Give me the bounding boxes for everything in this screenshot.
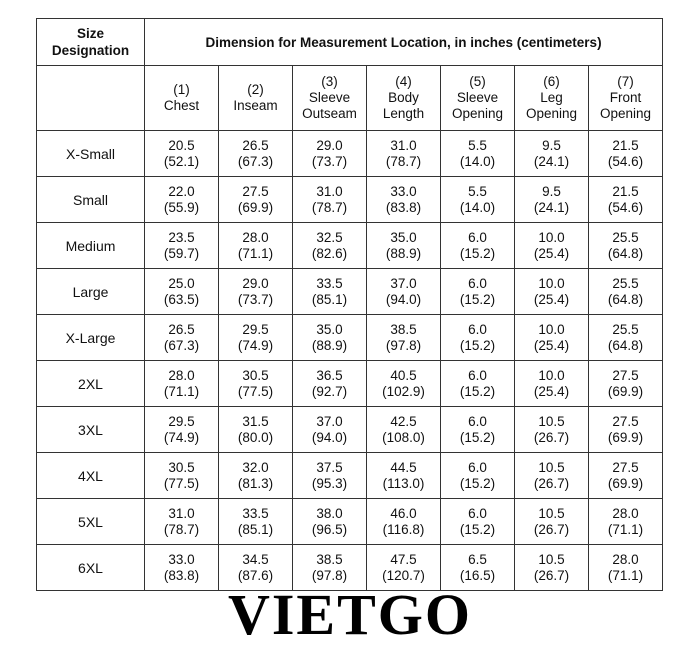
centimeters-value: (69.9)	[607, 429, 644, 445]
measurement-cell	[219, 499, 293, 545]
inches-value: 42.5	[390, 413, 417, 429]
inches-value: 6.0	[468, 459, 487, 475]
measurement-cell	[219, 223, 293, 269]
inches-value: 32.5	[316, 229, 343, 245]
measurement-cell	[515, 269, 589, 315]
inches-value: 28.0	[612, 551, 639, 567]
measurement-cell	[293, 499, 367, 545]
centimeters-value: (25.4)	[533, 383, 570, 399]
size-designation-cell: Large	[37, 269, 145, 315]
inches-value: 47.5	[390, 551, 417, 567]
inches-value: 32.0	[242, 459, 269, 475]
inches-value: 33.0	[390, 183, 417, 199]
size-designation-cell: Small	[37, 177, 145, 223]
measurement-cell	[145, 269, 219, 315]
centimeters-value: (26.7)	[533, 429, 570, 445]
measurement-cell	[145, 407, 219, 453]
centimeters-value: (15.2)	[459, 521, 496, 537]
centimeters-value: (15.2)	[459, 245, 496, 261]
measurement-cell	[367, 499, 441, 545]
measurement-cell	[293, 269, 367, 315]
centimeters-value: (15.2)	[459, 291, 496, 307]
inches-value: 28.0	[612, 505, 639, 521]
centimeters-value: (83.8)	[385, 199, 422, 215]
centimeters-value: (108.0)	[382, 429, 425, 445]
measurement-cell	[219, 407, 293, 453]
centimeters-value: (59.7)	[163, 245, 200, 261]
measurement-cell	[515, 453, 589, 499]
measurement-cell	[293, 407, 367, 453]
dimension-title-header: Dimension for Measurement Location, in inches (centimeters)	[145, 19, 663, 66]
centimeters-value: (69.9)	[607, 383, 644, 399]
table-row	[37, 499, 663, 545]
centimeters-value: (14.0)	[459, 199, 496, 215]
inches-value: 35.0	[316, 321, 343, 337]
centimeters-value: (52.1)	[163, 153, 200, 169]
measurement-cell	[515, 315, 589, 361]
centimeters-value: (69.9)	[237, 199, 274, 215]
inches-value: 35.0	[390, 229, 417, 245]
size-designation-cell: X-Small	[37, 131, 145, 177]
centimeters-value: (96.5)	[311, 521, 348, 537]
centimeters-value: (24.1)	[533, 199, 570, 215]
measurement-cell	[293, 361, 367, 407]
inches-value: 30.5	[242, 367, 269, 383]
size-designation-cell: Medium	[37, 223, 145, 269]
centimeters-value: (78.7)	[163, 521, 200, 537]
inches-value: 38.0	[316, 505, 343, 521]
column-name: Body Length	[382, 90, 425, 121]
measurement-cell	[441, 361, 515, 407]
table-row	[37, 407, 663, 453]
centimeters-value: (80.0)	[237, 429, 274, 445]
centimeters-value: (16.5)	[459, 567, 496, 583]
inches-value: 27.5	[612, 459, 639, 475]
centimeters-value: (88.9)	[311, 337, 348, 353]
measurement-cell	[515, 361, 589, 407]
measurement-cell	[589, 453, 663, 499]
centimeters-value: (64.8)	[607, 337, 644, 353]
centimeters-value: (97.8)	[311, 567, 348, 583]
measurement-cell	[219, 315, 293, 361]
measurement-cell	[515, 131, 589, 177]
column-name: Sleeve Outseam	[302, 90, 357, 121]
measurement-cell	[219, 269, 293, 315]
inches-value: 6.0	[468, 505, 487, 521]
measurement-cell	[367, 453, 441, 499]
centimeters-value: (24.1)	[533, 153, 570, 169]
column-number: (3)	[321, 74, 338, 89]
column-number: (1)	[173, 82, 190, 97]
inches-value: 10.0	[538, 367, 565, 383]
size-designation-header: Size Designation	[37, 19, 145, 66]
column-header	[293, 66, 367, 131]
centimeters-value: (71.1)	[163, 383, 200, 399]
inches-value: 10.0	[538, 229, 565, 245]
inches-value: 10.5	[538, 505, 565, 521]
table-row	[37, 361, 663, 407]
measurement-cell	[219, 131, 293, 177]
inches-value: 27.5	[612, 413, 639, 429]
centimeters-value: (67.3)	[237, 153, 274, 169]
centimeters-value: (92.7)	[311, 383, 348, 399]
size-designation-cell: 3XL	[37, 407, 145, 453]
centimeters-value: (15.2)	[459, 383, 496, 399]
measurement-cell	[589, 223, 663, 269]
centimeters-value: (64.8)	[607, 245, 644, 261]
measurement-cell	[293, 131, 367, 177]
column-name: Leg Opening	[525, 90, 578, 121]
measurement-cell	[441, 499, 515, 545]
centimeters-value: (15.2)	[459, 475, 496, 491]
centimeters-value: (14.0)	[459, 153, 496, 169]
column-header	[441, 66, 515, 131]
inches-value: 30.5	[168, 459, 195, 475]
centimeters-value: (74.9)	[237, 337, 274, 353]
inches-value: 33.5	[316, 275, 343, 291]
measurement-cell	[515, 499, 589, 545]
centimeters-value: (73.7)	[311, 153, 348, 169]
centimeters-value: (97.8)	[385, 337, 422, 353]
measurement-cell	[145, 361, 219, 407]
centimeters-value: (54.6)	[607, 199, 644, 215]
inches-value: 6.0	[468, 321, 487, 337]
centimeters-value: (88.9)	[385, 245, 422, 261]
inches-value: 21.5	[612, 137, 639, 153]
measurement-cell	[293, 223, 367, 269]
centimeters-value: (102.9)	[382, 383, 425, 399]
inches-value: 38.5	[390, 321, 417, 337]
centimeters-value: (25.4)	[533, 291, 570, 307]
centimeters-value: (85.1)	[311, 291, 348, 307]
measurement-cell	[589, 499, 663, 545]
empty-header-cell	[37, 66, 145, 131]
column-header	[515, 66, 589, 131]
centimeters-value: (113.0)	[382, 475, 425, 491]
centimeters-value: (15.2)	[459, 337, 496, 353]
inches-value: 40.5	[390, 367, 417, 383]
inches-value: 10.0	[538, 321, 565, 337]
centimeters-value: (15.2)	[459, 429, 496, 445]
inches-value: 28.0	[242, 229, 269, 245]
measurement-cell	[441, 407, 515, 453]
inches-value: 27.5	[242, 183, 269, 199]
measurement-cell	[219, 177, 293, 223]
column-number: (5)	[469, 74, 486, 89]
measurement-cell	[293, 453, 367, 499]
column-header	[589, 66, 663, 131]
centimeters-value: (77.5)	[163, 475, 200, 491]
column-name: Inseam	[233, 98, 278, 113]
inches-value: 10.5	[538, 413, 565, 429]
centimeters-value: (81.3)	[237, 475, 274, 491]
size-designation-cell: 2XL	[37, 361, 145, 407]
inches-value: 25.5	[612, 229, 639, 245]
measurement-cell	[441, 131, 515, 177]
inches-value: 6.5	[468, 551, 487, 567]
centimeters-value: (116.8)	[382, 521, 425, 537]
measurement-cell	[515, 177, 589, 223]
measurement-cell	[145, 453, 219, 499]
table-row	[37, 177, 663, 223]
measurement-cell	[367, 131, 441, 177]
inches-value: 38.5	[316, 551, 343, 567]
measurement-cell	[145, 131, 219, 177]
inches-value: 29.0	[316, 137, 343, 153]
measurement-cell	[367, 223, 441, 269]
inches-value: 21.5	[612, 183, 639, 199]
measurement-cell	[441, 177, 515, 223]
centimeters-value: (83.8)	[163, 567, 200, 583]
inches-value: 44.5	[390, 459, 417, 475]
inches-value: 29.5	[168, 413, 195, 429]
size-designation-cell: X-Large	[37, 315, 145, 361]
measurement-cell	[589, 361, 663, 407]
measurement-cell	[145, 223, 219, 269]
inches-value: 22.0	[168, 183, 195, 199]
inches-value: 6.0	[468, 275, 487, 291]
inches-value: 10.0	[538, 275, 565, 291]
inches-value: 10.5	[538, 459, 565, 475]
inches-value: 5.5	[468, 183, 487, 199]
centimeters-value: (26.7)	[533, 475, 570, 491]
size-chart-table	[36, 18, 663, 591]
vietgo-logo: VIETGO	[227, 582, 473, 647]
measurement-cell	[145, 499, 219, 545]
centimeters-value: (54.6)	[607, 153, 644, 169]
measurement-cell	[441, 315, 515, 361]
centimeters-value: (120.7)	[382, 567, 425, 583]
centimeters-value: (63.5)	[163, 291, 200, 307]
table-row	[37, 269, 663, 315]
table-header-row	[37, 19, 663, 66]
column-header-row	[37, 66, 663, 131]
centimeters-value: (85.1)	[237, 521, 274, 537]
table-row	[37, 223, 663, 269]
inches-value: 9.5	[542, 183, 561, 199]
inches-value: 37.0	[390, 275, 417, 291]
measurement-cell	[589, 407, 663, 453]
measurement-cell	[589, 177, 663, 223]
inches-value: 36.5	[316, 367, 343, 383]
inches-value: 25.5	[612, 321, 639, 337]
inches-value: 6.0	[468, 229, 487, 245]
column-header	[219, 66, 293, 131]
measurement-cell	[219, 361, 293, 407]
centimeters-value: (74.9)	[163, 429, 200, 445]
size-designation-cell: 5XL	[37, 499, 145, 545]
inches-value: 25.0	[168, 275, 195, 291]
column-number: (6)	[543, 74, 560, 89]
centimeters-value: (69.9)	[607, 475, 644, 491]
measurement-cell	[367, 407, 441, 453]
column-number: (7)	[617, 74, 634, 89]
measurement-cell	[145, 315, 219, 361]
inches-value: 29.0	[242, 275, 269, 291]
size-designation-cell: 6XL	[37, 545, 145, 591]
centimeters-value: (82.6)	[311, 245, 348, 261]
measurement-cell	[367, 361, 441, 407]
centimeters-value: (25.4)	[533, 245, 570, 261]
inches-value: 31.5	[242, 413, 269, 429]
inches-value: 6.0	[468, 367, 487, 383]
inches-value: 31.0	[168, 505, 195, 521]
measurement-cell	[441, 223, 515, 269]
centimeters-value: (71.1)	[237, 245, 274, 261]
column-number: (4)	[395, 74, 412, 89]
centimeters-value: (25.4)	[533, 337, 570, 353]
inches-value: 31.0	[390, 137, 417, 153]
measurement-cell	[441, 453, 515, 499]
centimeters-value: (26.7)	[533, 567, 570, 583]
inches-value: 31.0	[316, 183, 343, 199]
table-row	[37, 315, 663, 361]
inches-value: 46.0	[390, 505, 417, 521]
column-name: Sleeve Opening	[451, 90, 504, 121]
measurement-cell	[219, 453, 293, 499]
centimeters-value: (78.7)	[311, 199, 348, 215]
column-name: Chest	[163, 98, 200, 113]
inches-value: 20.5	[168, 137, 195, 153]
measurement-cell	[589, 131, 663, 177]
measurement-cell	[367, 177, 441, 223]
centimeters-value: (64.8)	[607, 291, 644, 307]
inches-value: 23.5	[168, 229, 195, 245]
centimeters-value: (94.0)	[311, 429, 348, 445]
centimeters-value: (95.3)	[311, 475, 348, 491]
centimeters-value: (77.5)	[237, 383, 274, 399]
inches-value: 37.0	[316, 413, 343, 429]
table-row	[37, 453, 663, 499]
inches-value: 28.0	[168, 367, 195, 383]
inches-value: 26.5	[242, 137, 269, 153]
column-name: Front Opening	[600, 90, 652, 121]
measurement-cell	[589, 315, 663, 361]
inches-value: 26.5	[168, 321, 195, 337]
measurement-cell	[441, 269, 515, 315]
inches-value: 5.5	[468, 137, 487, 153]
centimeters-value: (67.3)	[163, 337, 200, 353]
table-body	[37, 131, 663, 591]
inches-value: 33.0	[168, 551, 195, 567]
centimeters-value: (73.7)	[237, 291, 274, 307]
table-row	[37, 131, 663, 177]
size-designation-cell: 4XL	[37, 453, 145, 499]
centimeters-value: (87.6)	[237, 567, 274, 583]
inches-value: 10.5	[538, 551, 565, 567]
measurement-cell	[367, 315, 441, 361]
column-number: (2)	[247, 82, 264, 97]
centimeters-value: (94.0)	[385, 291, 422, 307]
measurement-cell	[589, 269, 663, 315]
inches-value: 33.5	[242, 505, 269, 521]
centimeters-value: (78.7)	[385, 153, 422, 169]
measurement-cell	[515, 407, 589, 453]
measurement-cell	[367, 269, 441, 315]
centimeters-value: (71.1)	[607, 567, 644, 583]
inches-value: 34.5	[242, 551, 269, 567]
column-header	[145, 66, 219, 131]
centimeters-value: (71.1)	[607, 521, 644, 537]
measurement-cell	[145, 177, 219, 223]
measurement-cell	[293, 315, 367, 361]
inches-value: 9.5	[542, 137, 561, 153]
centimeters-value: (55.9)	[163, 199, 200, 215]
centimeters-value: (26.7)	[533, 521, 570, 537]
measurement-cell	[515, 223, 589, 269]
inches-value: 37.5	[316, 459, 343, 475]
column-header	[367, 66, 441, 131]
measurement-cell	[293, 177, 367, 223]
inches-value: 27.5	[612, 367, 639, 383]
inches-value: 6.0	[468, 413, 487, 429]
inches-value: 29.5	[242, 321, 269, 337]
inches-value: 25.5	[612, 275, 639, 291]
